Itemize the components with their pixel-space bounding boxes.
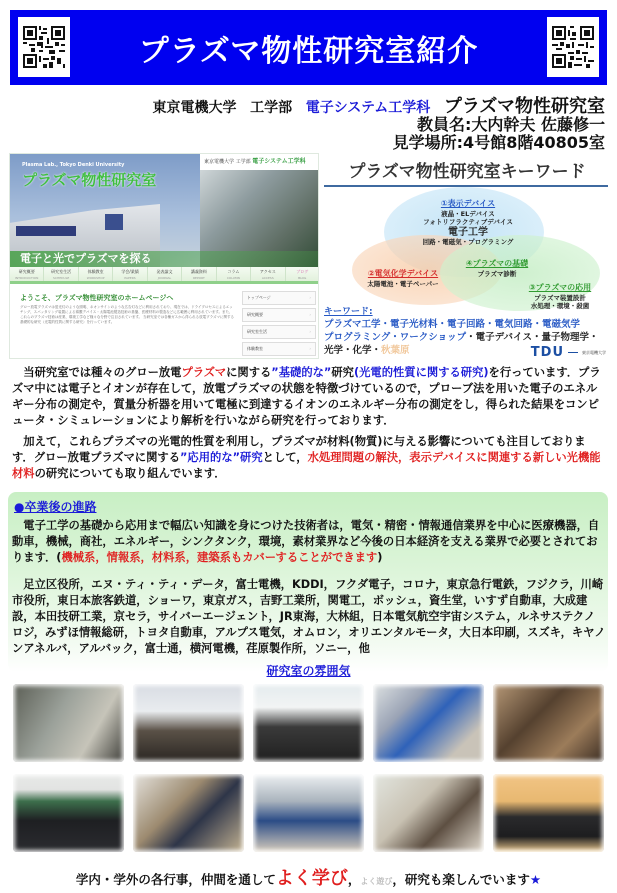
tdu-logo-mark: TDU [530, 345, 564, 360]
website-logo-english: Plasma Lab., Tokyo Denki University [22, 162, 125, 168]
event-photo [133, 774, 244, 852]
venn-desc: 回路・電磁気・プログラミング [422, 238, 514, 246]
website-nav-item[interactable] [10, 267, 44, 281]
website-body [10, 287, 319, 359]
website-catchphrase: 電子と光でプラズマを探る [10, 251, 319, 267]
venn-heading: ③プラズマの応用 [528, 283, 592, 292]
nav-sub: INTRODUCTION [15, 276, 39, 280]
text: の研究についても取り組んでいます． [34, 467, 226, 480]
qr-code-icon[interactable] [547, 17, 599, 77]
intro-paragraph-1 [12, 365, 606, 429]
title-banner [10, 10, 607, 85]
classroom-photo [373, 774, 484, 852]
tdu-logo-rule [568, 352, 578, 353]
presentation-photo [133, 684, 244, 762]
text-blue: ”応用的な”研究 [180, 451, 263, 464]
nav-sub: WORKSHOP [86, 276, 105, 280]
faculty-name: 工学部 [250, 100, 293, 116]
keywords-black: ・電子デバイス・量子物理学・ [466, 332, 599, 343]
intro-paragraph-2 [12, 434, 606, 482]
website-nav-item[interactable] [251, 267, 285, 281]
keywords-black: 光学・化学・ [324, 345, 382, 356]
website-logo: プラズマ物性研究室 [22, 171, 157, 189]
nav-label: 研究概要 [18, 269, 35, 274]
nav-sub: COLUMN [226, 276, 240, 280]
website-sidebar-item[interactable]: 研究室生活 › [242, 325, 316, 339]
nav-sub: PAPERS [124, 276, 136, 280]
nav-label: 体験教室 [87, 269, 104, 274]
venn-heading: ②電気化学デバイス [367, 269, 439, 278]
group-photo-students [253, 684, 364, 762]
venn-heading: 電子工学 [448, 227, 488, 238]
nav-label: 講義資料 [190, 269, 207, 274]
career-title[interactable]: ●卒業後の進路 [14, 500, 97, 514]
website-topbar [200, 154, 319, 170]
website-nav-item[interactable] [79, 267, 113, 281]
teachers: 教員名:大内幹夫 佐藤修一 [417, 115, 605, 134]
venn-desc: 水処理・環境・殺菌 [530, 302, 590, 310]
website-nav-item[interactable] [182, 267, 216, 281]
nav-label: 学会/業績 [121, 269, 139, 274]
nav-sub: ACCESS [261, 276, 274, 280]
venn-desc: 液晶・ELデバイス [441, 210, 495, 218]
visit-place: 見学場所:4号館8階40805室 [392, 133, 605, 152]
text: ， [347, 872, 361, 887]
text: 研究 [331, 366, 354, 379]
website-nav-item[interactable] [217, 267, 251, 281]
text-blue: ”基礎的な” [271, 366, 332, 379]
nav-label: アクセス [259, 269, 276, 274]
tdu-logo [531, 345, 606, 360]
graduation-photo [13, 774, 124, 852]
lab-website-screenshot [9, 153, 319, 359]
gallery-title[interactable]: 研究室の雰囲気 [266, 664, 351, 678]
lab-experiment-photo [13, 684, 124, 762]
dinner-party-photo [493, 684, 604, 762]
text: 当研究室では種々のグロー放電 [23, 366, 182, 379]
text: として， [262, 451, 308, 464]
text: 加えて，これらプラズマの光電的性質を利用し，プラズマが材料(物質)に与える影響についても注目しております．グロー放電プラズマに関する [12, 435, 586, 464]
website-sidebar-item[interactable]: 体験教室 › [242, 342, 316, 356]
keywords-title: プラズマ物性研究室キーワード [348, 162, 586, 182]
nav-sub: REPORT [192, 276, 205, 280]
keywords-line-2 [324, 329, 598, 343]
nav-sub: JOURNAL [157, 276, 172, 280]
website-nav-item[interactable] [44, 267, 78, 281]
lab-name: プラズマ物性研究室 [443, 96, 605, 117]
topbar-university: 東京電機大学 工学部 [204, 159, 251, 165]
nav-label: 研究室生活 [51, 269, 72, 274]
keywords-label: キーワード: [324, 307, 373, 317]
website-body-text: グロー放電プラズマは蛍光灯のような照明、ネオンサインのような広告灯などに利用されており、現在では、ドライプロセスによるエッチング、スパッタリング装置による薄膜デバイス・太陽電池製造技術の基盤、医療材料の製造などに広範囲に利用されています。また、これらのプラズマ技術は産業、環境工学など様々な分野で注目されています。 当研究室では各種ガスから得られる放電プラズマに関する基礎的な研究（光電的性質に関する研究）を行っています。 [20, 305, 234, 324]
keywords-line-3 [324, 342, 410, 356]
venn-label-plasma-basics [452, 251, 542, 278]
website-sidebar [242, 291, 316, 359]
topbar-department: 電子システム工学科 [252, 158, 306, 165]
venn-diagram [322, 187, 612, 310]
building-sign [16, 226, 76, 236]
page-title: プラズマ物性研究室紹介 [138, 34, 479, 69]
venn-desc: プラズマ装置設計 [534, 294, 586, 302]
text-emphasis: よく学び [275, 868, 348, 889]
keywords-panel [322, 153, 612, 360]
text-faint: よく遊び [360, 877, 393, 886]
venn-desc: フォトリフラクティブデバイス [423, 218, 513, 226]
university-name: 東京電機大学 [152, 100, 237, 116]
nav-label: ブログ [296, 269, 309, 274]
career-description [12, 518, 606, 566]
venn-label-electronics [418, 223, 518, 246]
venn-desc: 太陽電池・電子ペーパー [367, 280, 439, 288]
tdu-logo-text: 東京電機大学 [582, 349, 606, 355]
nav-label: コラム [227, 269, 240, 274]
award-ceremony-photo [493, 774, 604, 852]
text: 学内・学外の各行事，仲間を通して [75, 872, 276, 887]
tdu-sign [105, 214, 123, 230]
keywords-blue: プログラミング・ワークショップ [324, 332, 467, 343]
text-red: 水処理問題の解決，表示デバイスに関連する新しい光機能材料 [12, 451, 601, 480]
nav-sub: SCHEDULE [53, 276, 70, 280]
website-sidebar-item[interactable]: 研究概要 › [242, 308, 316, 322]
website-nav-item-blog[interactable] [286, 267, 320, 281]
keywords-faint: 秋葉原 [381, 345, 410, 356]
photo-row-1 [0, 684, 617, 762]
text-red: 機械系，情報系，材料系，建築系もカバーすることができます [61, 551, 378, 564]
photo-row-2 [0, 774, 617, 852]
website-sidebar-item[interactable]: トップページ › [242, 291, 316, 305]
career-section [8, 492, 608, 672]
venn-heading: ①表示デバイス [440, 199, 496, 208]
text-blue: (光電的性質に関する研究) [353, 366, 489, 379]
workshop-photo [373, 684, 484, 762]
website-hero [10, 154, 319, 267]
text: ) [377, 551, 383, 564]
website-welcome: ようこそ、プラズマ物性研究室のホームページへ [20, 294, 174, 302]
footer-tagline [0, 864, 617, 890]
venn-desc: プラズマ診断 [477, 270, 517, 278]
nav-label: 発表論文 [156, 269, 173, 274]
website-nav-item[interactable] [148, 267, 182, 281]
text: に関する [226, 366, 272, 379]
open-campus-photo [253, 774, 364, 852]
nav-sub: BLOG [298, 276, 307, 280]
venn-heading: ④プラズマの基礎 [465, 259, 529, 268]
text-red: プラズマ [181, 366, 227, 379]
department-name: 電子システム工学科 [305, 100, 431, 116]
keywords-line-1: プラズマ工学・電子光材料・電子回路・電気回路・電磁気学 [324, 319, 581, 330]
venn-label-plasma-application [512, 275, 608, 310]
venn-label-electrochemical-device [348, 261, 458, 288]
text: ，研究も楽しんでいます [392, 872, 530, 887]
text: 電子工学の基礎から応用まで幅広い知識を身につけた技術者は，電気・精密・情報通信業界を中心に医療機器，自動車，機械，商社，エネルギー，シンクタンク，環境，素材業界など今後の日本経済を支える業界で必要とされております．( [12, 519, 600, 564]
website-nav [10, 267, 319, 284]
venn-label-display-device [418, 191, 518, 226]
company-list: 足立区役所，エヌ・ティ・ティ・データ，富士電機，KDDI，フクダ電子，コロナ，東京急行電鉄，フジクラ，川崎市役所，東日本旅客鉄道，ショーワ，東京ガス，吉野工業所，関電工，ボッシュ，資生堂，いすず自動車，大成建設，本田技研工業，京セラ，サイバーエージェント，JR東海，大林組，日本電気航空宇宙システム，ルネサステクノロジ，みずほ情報総研，トヨタ自動車，アルプス電気，オムロン，オリエンタルモータ，大日本印刷，スズキ，キヤノンアネルバ，アルバック，富士通，横河電機，荏原製作所，ソニー，他 [12, 578, 606, 655]
website-nav-item[interactable] [113, 267, 147, 281]
text: を行っています．プラズマ中には電子とイオンが存在して，放電プラズマの状態を特徴づけているので，プローブ法を用いた電子のエネルギー分布の測定や，質量分析器を用いて電極に到達するイオンのエネルギー分布の測定をし，得られた結果をコンピュータ・シミュレーションにより解析を行いながら研究を行っております． [12, 366, 601, 427]
star-icon: ★ [529, 872, 542, 887]
